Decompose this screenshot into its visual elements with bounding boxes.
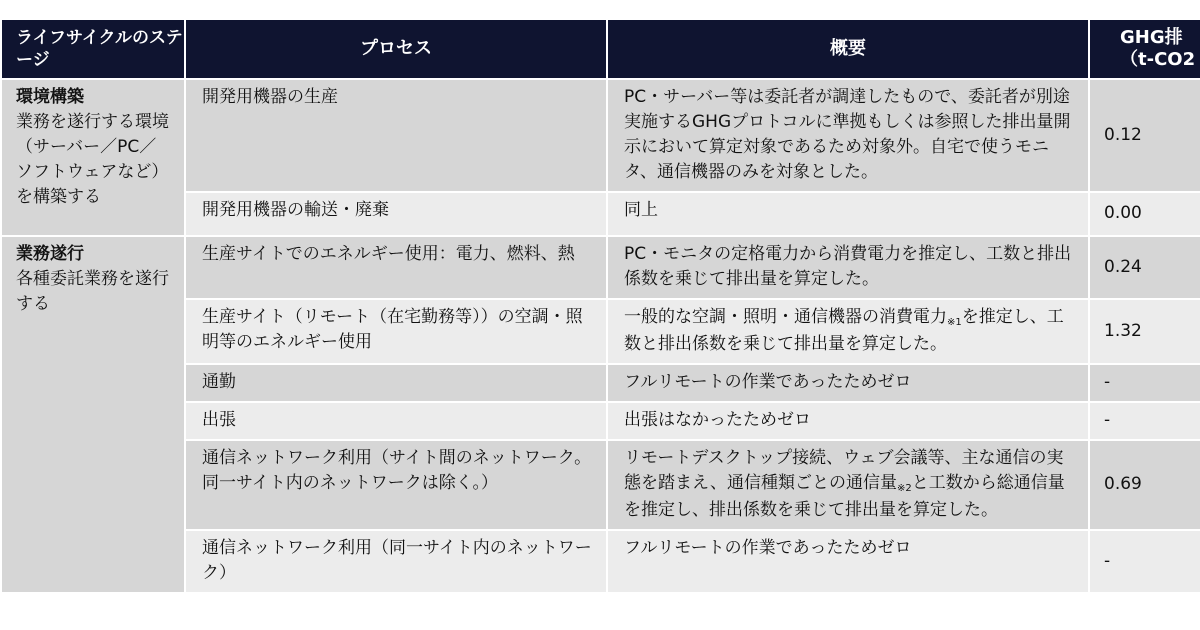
process-cell: 通信ネットワーク利用（同一サイト内のネットワーク） — [186, 531, 606, 592]
stage-title: 業務遂行 — [16, 244, 84, 264]
value-cell: - — [1090, 403, 1200, 439]
summary-text: 一般的な空調・照明・通信機器の消費電力 — [624, 307, 947, 327]
process-cell: 通勤 — [186, 365, 606, 401]
value-cell: 0.24 — [1090, 237, 1200, 298]
value-cell: 0.69 — [1090, 441, 1200, 529]
header-stage: ライフサイクルのステージ — [2, 20, 184, 78]
process-cell: 通信ネットワーク利用（サイト間のネットワーク。同一サイト内のネットワークは除く。） — [186, 441, 606, 529]
process-cell: 生産サイト（リモート（在宅勤務等））の空調・照明等のエネルギー使用 — [186, 300, 606, 363]
summary-cell: フルリモートの作業であったためゼロ — [608, 531, 1088, 592]
summary-cell: 同上 — [608, 193, 1088, 235]
stage-title: 環境構築 — [16, 87, 84, 107]
stage-cell-operation — [2, 237, 184, 592]
header-process: プロセス — [186, 20, 606, 78]
value-cell: 0.12 — [1090, 80, 1200, 191]
summary-text: リモートデスクトップ接続、ウェブ会議等、主な通信の実態を踏まえ、通信種類ごとの通信量 — [624, 448, 1064, 493]
summary-cell — [608, 300, 1088, 363]
table-row — [2, 237, 1200, 298]
summary-cell: 出張はなかったためゼロ — [608, 403, 1088, 439]
value-cell: 0.00 — [1090, 193, 1200, 235]
stage-cell-environment — [2, 80, 184, 235]
footnote-marker: ※1 — [947, 317, 962, 328]
value-cell: 1.32 — [1090, 300, 1200, 363]
stage-desc: 各種委託業務を遂行する — [16, 269, 169, 314]
stage-desc: 業務を遂行する環境（サーバー／PC／ソフトウェアなど）を構築する — [16, 112, 169, 207]
summary-cell: PC・モニタの定格電力から消費電力を推定し、工数と排出係数を乗じて排出量を算定した。 — [608, 237, 1088, 298]
process-cell: 開発用機器の輸送・廃棄 — [186, 193, 606, 235]
footnote-marker: ※2 — [897, 483, 912, 494]
table-row — [2, 80, 1200, 191]
process-cell: 開発用機器の生産 — [186, 80, 606, 191]
header-summary: 概要 — [608, 20, 1088, 78]
summary-cell: フルリモートの作業であったためゼロ — [608, 365, 1088, 401]
header-ghg — [1090, 20, 1200, 78]
value-cell: - — [1090, 531, 1200, 592]
ghg-table — [0, 18, 1200, 594]
process-cell: 生産サイトでのエネルギー使用：電力、燃料、熱 — [186, 237, 606, 298]
process-cell: 出張 — [186, 403, 606, 439]
header-ghg-line1: GHG排 — [1120, 27, 1183, 48]
summary-cell — [608, 441, 1088, 529]
summary-text: と工数から総通信量を推定し、排出係数を乗じて排出量を算定した。 — [624, 473, 1065, 520]
header-ghg-line2: （t-CO2 — [1120, 49, 1196, 70]
summary-cell: PC・サーバー等は委託者が調達したもので、委託者が別途実施するGHGプロトコルに準拠もしくは参照した排出量開示において算定対象であるため対象外。自宅で使うモニタ、通信機器のみを対象とした。 — [608, 80, 1088, 191]
summary-text: を推定し、工数と排出係数を乗じて排出量を算定した。 — [624, 307, 1064, 354]
value-cell: - — [1090, 365, 1200, 401]
table-header-row — [2, 20, 1200, 78]
